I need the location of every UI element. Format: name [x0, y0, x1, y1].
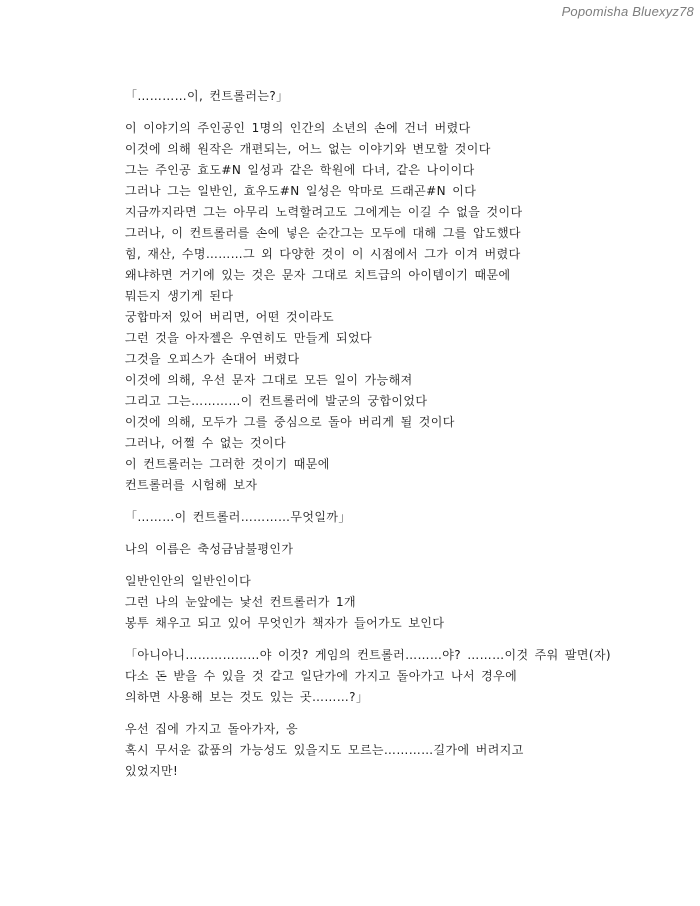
text-line: 뭐든지 생기게 된다 — [125, 289, 234, 303]
text-line: 이 컨트롤러는 그러한 것이기 때문에 — [125, 457, 330, 471]
text-line: 「…………이, 컨트롤러는?」 — [125, 89, 289, 103]
paragraph-quote-1 — [125, 86, 685, 107]
page-content — [125, 86, 685, 793]
text-line: 왜냐하면 거기에 있는 것은 문자 그대로 치트급의 아이템이기 때문에 — [125, 268, 511, 282]
paragraph-quote-3 — [125, 645, 685, 708]
text-line: 힘, 재산, 수명………그 외 다양한 것이 이 시점에서 그가 이겨 버렸다 — [125, 247, 521, 261]
paragraph-narration-1 — [125, 118, 685, 496]
paragraph-quote-2 — [125, 507, 685, 528]
text-line: 「………이 컨트롤러…………무엇일까」 — [125, 510, 351, 524]
paragraph-narration-2 — [125, 571, 685, 634]
text-line: 일반인안의 일반인이다 — [125, 574, 252, 588]
text-line: 이것에 의해, 모두가 그를 중심으로 돌아 버리게 될 것이다 — [125, 415, 455, 429]
text-line: 이것에 의해 원작은 개편되는, 어느 없는 이야기와 변모할 것이다 — [125, 142, 491, 156]
text-line: 궁합마저 있어 버리면, 어떤 것이라도 — [125, 310, 334, 324]
paragraph-name — [125, 539, 685, 560]
text-line: 그는 주인공 효도#N 일성과 같은 학원에 다녀, 같은 나이이다 — [125, 163, 475, 177]
paragraph-narration-3 — [125, 719, 685, 782]
text-line: 그리고 그는…………이 컨트롤러에 발군의 궁합이었다 — [125, 394, 428, 408]
text-line: 있었지만! — [125, 764, 179, 778]
text-line: 그러나 그는 일반인, 효우도#N 일성은 악마로 드래곤#N 이다 — [125, 184, 477, 198]
text-line: 컨트롤러를 시험해 보자 — [125, 478, 258, 492]
text-line: 이것에 의해, 우선 문자 그대로 모든 일이 가능해져 — [125, 373, 413, 387]
watermark: Popomisha Bluexyz78 — [561, 4, 694, 19]
text-line: 지금까지라면 그는 아무리 노력할려고도 그에게는 이길 수 없을 것이다 — [125, 205, 523, 219]
text-line: 그것을 오피스가 손대어 버렸다 — [125, 352, 300, 366]
text-line: 그런 나의 눈앞에는 낯선 컨트롤러가 1개 — [125, 595, 356, 609]
text-line: 혹시 무서운 값품의 가능성도 있을지도 모르는…………길가에 버려지고 — [125, 743, 524, 757]
text-line: 우선 집에 가지고 돌아가자, 응 — [125, 722, 298, 736]
text-line: 「아니아니………………야 이것? 게임의 컨트롤러………야? ………이것 주워 팔면(자) — [125, 648, 612, 662]
text-line: 그러나, 어쩔 수 없는 것이다 — [125, 436, 286, 450]
text-line: 그런 것을 아자젤은 우연히도 만들게 되었다 — [125, 331, 372, 345]
text-line: 나의 이름은 축성금남불평인가 — [125, 542, 294, 556]
text-line: 봉투 채우고 되고 있어 무엇인가 책자가 들어가도 보인다 — [125, 616, 445, 630]
text-line: 의하면 사용해 보는 것도 있는 곳………?」 — [125, 690, 369, 704]
text-line: 그러나, 이 컨트롤러를 손에 넣은 순간그는 모두에 대해 그를 압도했다 — [125, 226, 521, 240]
text-line: 다소 돈 받을 수 있을 것 같고 일단가에 가지고 돌아가고 나서 경우에 — [125, 669, 518, 683]
text-line: 이 이야기의 주인공인 1명의 인간의 소년의 손에 건너 버렸다 — [125, 121, 471, 135]
